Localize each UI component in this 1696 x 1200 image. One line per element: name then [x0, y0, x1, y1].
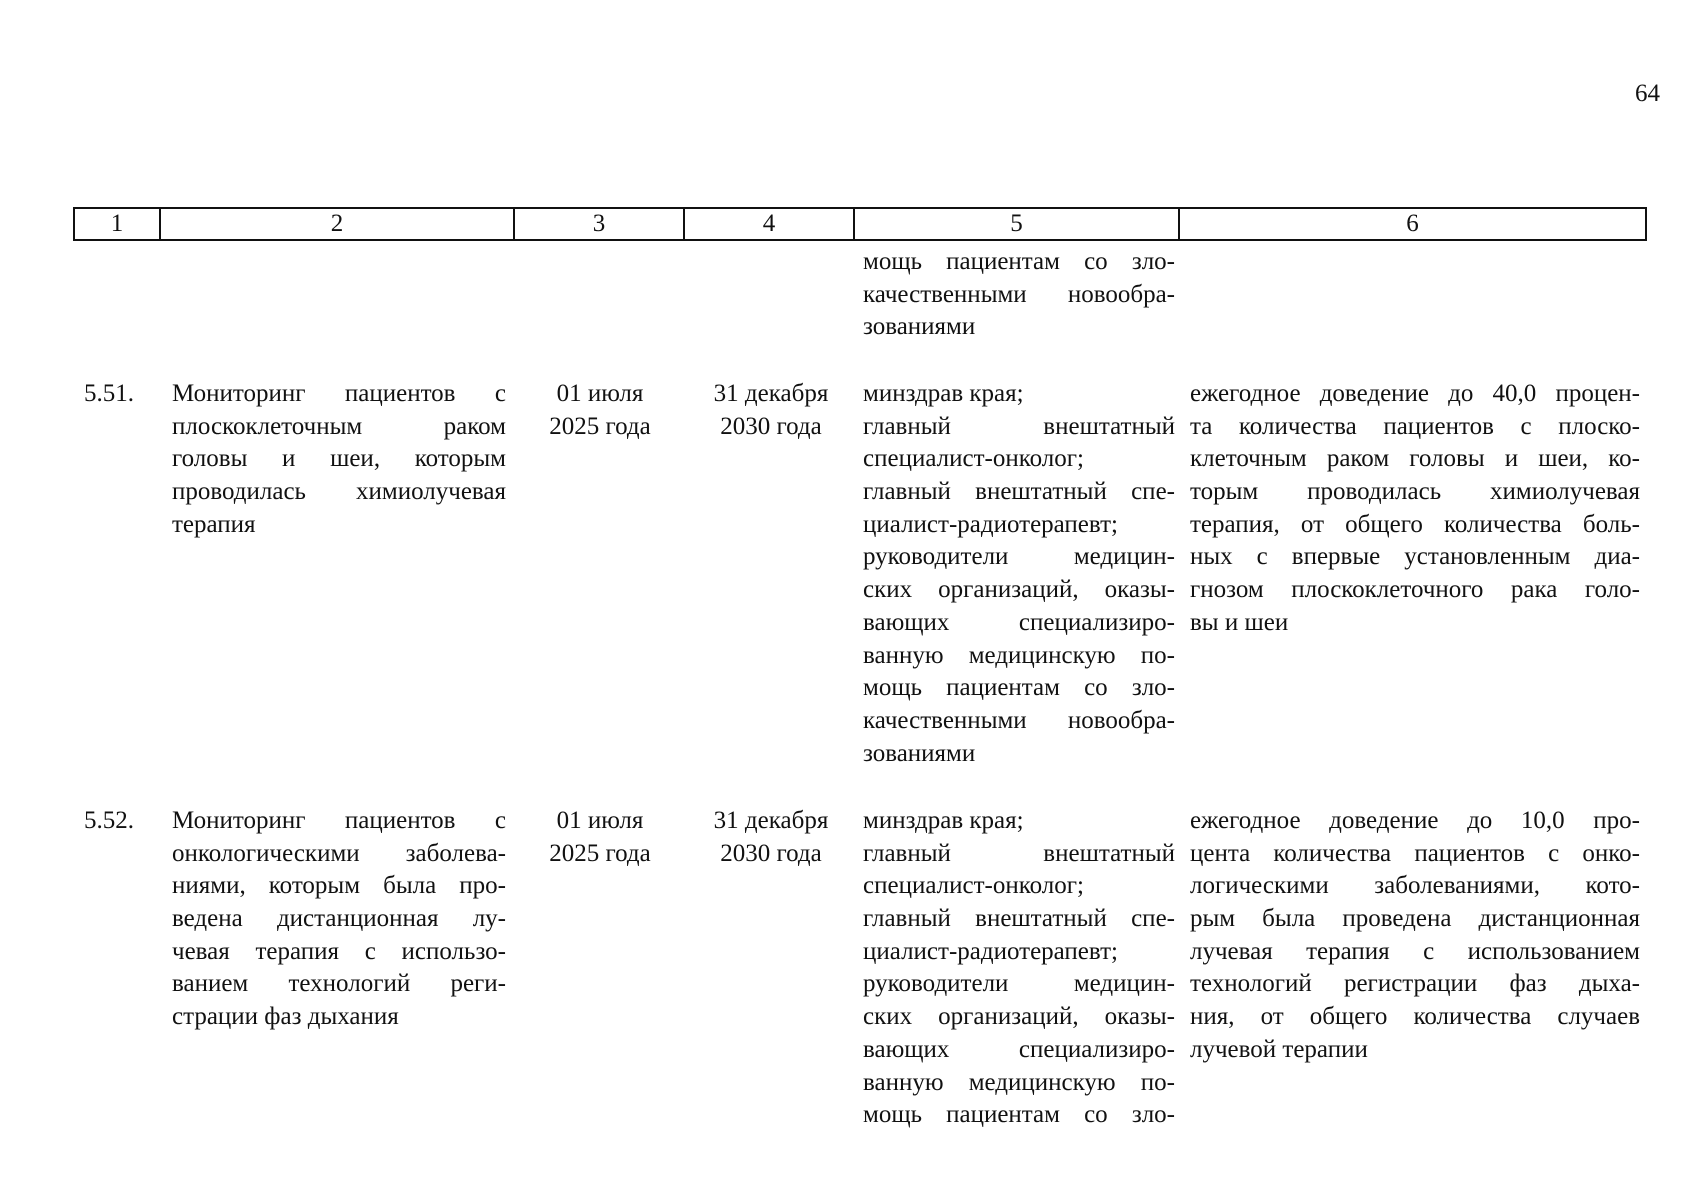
text-line: ежегодное доведение до 40,0 процен- [1190, 380, 1640, 407]
date-line: 31 декабря [713, 807, 829, 834]
end-date [692, 805, 850, 870]
text-line: терапия, от общего количества боль- [1190, 510, 1640, 538]
text-line: главный внештатный спе- [863, 905, 1175, 933]
text-line: ния, от общего количества случаев [1190, 1003, 1640, 1031]
row-number: 5.52. [84, 807, 134, 834]
text-line: технологий регистрации фаз дыха- [1190, 970, 1640, 998]
text-line: гнозом плоскоклеточного рака голо- [1190, 576, 1640, 604]
text-line: ванием технологий реги- [172, 970, 506, 998]
text-line: вающих специализиро- [863, 1035, 1175, 1063]
text-line: лучевой терапии [1190, 1035, 1368, 1063]
header-cell-3: 3 [515, 209, 685, 239]
text-line: цента количества пациентов с онко- [1190, 839, 1640, 867]
text-line: лучевая терапия с использованием [1190, 937, 1640, 965]
date-line: 2030 года [720, 412, 822, 440]
text-line: Мониторинг пациентов с [172, 807, 506, 834]
measure-description [172, 805, 506, 1034]
row-number: 5.51. [84, 380, 134, 407]
text-line: главный внештатный [863, 839, 1175, 867]
text-line: ванную медицинскую по- [863, 641, 1175, 669]
text-line: онкологическими заболева- [172, 839, 506, 867]
header-cell-1: 1 [75, 209, 161, 239]
responsible-executors [863, 378, 1175, 770]
text-line: клеточным раком головы и шеи, ко- [1190, 445, 1640, 473]
text-line: ежегодное доведение до 10,0 про- [1190, 807, 1640, 834]
continuation-line: мощь пациентам со зло- [863, 248, 1175, 275]
text-line: логическими заболеваниями, кото- [1190, 872, 1640, 900]
text-line: та количества пациентов с плоско- [1190, 412, 1640, 440]
text-line: ских организаций, оказы- [863, 576, 1175, 604]
text-line: минздрав края; [863, 807, 1024, 834]
header-cell-4: 4 [685, 209, 855, 239]
text-line: ских организаций, оказы- [863, 1003, 1175, 1031]
date-line: 01 июля [556, 807, 644, 834]
date-line: 2025 года [549, 839, 651, 867]
text-line: ниями, которым была про- [172, 872, 506, 900]
text-line: мощь пациентам со зло- [863, 674, 1175, 702]
text-line: торым проводилась химиолучевая [1190, 478, 1640, 506]
page-number: 64 [1635, 80, 1660, 107]
header-cell-2: 2 [161, 209, 515, 239]
text-line: вающих специализиро- [863, 608, 1175, 636]
text-line: проводилась химиолучевая [172, 478, 506, 506]
date-line: 01 июля [556, 380, 644, 407]
measure-description [172, 378, 506, 541]
table-header-row [73, 207, 1647, 241]
header-cell-5: 5 [855, 209, 1180, 239]
text-line: специалист-онколог; [863, 445, 1084, 473]
text-line: главный внештатный [863, 412, 1175, 440]
text-line: циалист-радиотерапевт; [863, 937, 1118, 965]
text-line: мощь пациентам со зло- [863, 1101, 1175, 1129]
text-line: зованиями [863, 739, 976, 767]
start-date [525, 805, 675, 870]
start-date [525, 378, 675, 443]
text-line: вы и шеи [1190, 608, 1289, 636]
text-line: Мониторинг пациентов с [172, 380, 506, 407]
date-line: 2030 года [720, 839, 822, 867]
text-line: плоскоклеточным раком [172, 412, 506, 440]
text-line: циалист-радиотерапевт; [863, 510, 1118, 538]
text-line: ведена дистанционная лу- [172, 905, 506, 933]
text-line: минздрав края; [863, 380, 1024, 407]
continuation-col5 [863, 246, 1175, 344]
continuation-line: зованиями [863, 313, 976, 341]
text-line: качественными новообра- [863, 706, 1175, 734]
text-line: чевая терапия с использо- [172, 937, 506, 965]
text-line: страции фаз дыхания [172, 1003, 399, 1031]
text-line: главный внештатный спе- [863, 478, 1175, 506]
text-line: ванную медицинскую по- [863, 1068, 1175, 1096]
expected-result [1190, 805, 1640, 1067]
text-line: специалист-онколог; [863, 872, 1084, 900]
continuation-line: качественными новообра- [863, 280, 1175, 308]
responsible-executors [863, 805, 1175, 1132]
text-line: рым была проведена дистанционная [1190, 905, 1640, 933]
text-line: руководители медицин- [863, 970, 1175, 998]
date-line: 2025 года [549, 412, 651, 440]
expected-result [1190, 378, 1640, 640]
date-line: 31 декабря [713, 380, 829, 407]
end-date [692, 378, 850, 443]
header-cell-6: 6 [1406, 210, 1419, 237]
text-line: терапия [172, 510, 256, 538]
text-line: головы и шеи, которым [172, 445, 506, 473]
text-line: руководители медицин- [863, 543, 1175, 571]
text-line: ных с впервые установленным диа- [1190, 543, 1640, 571]
